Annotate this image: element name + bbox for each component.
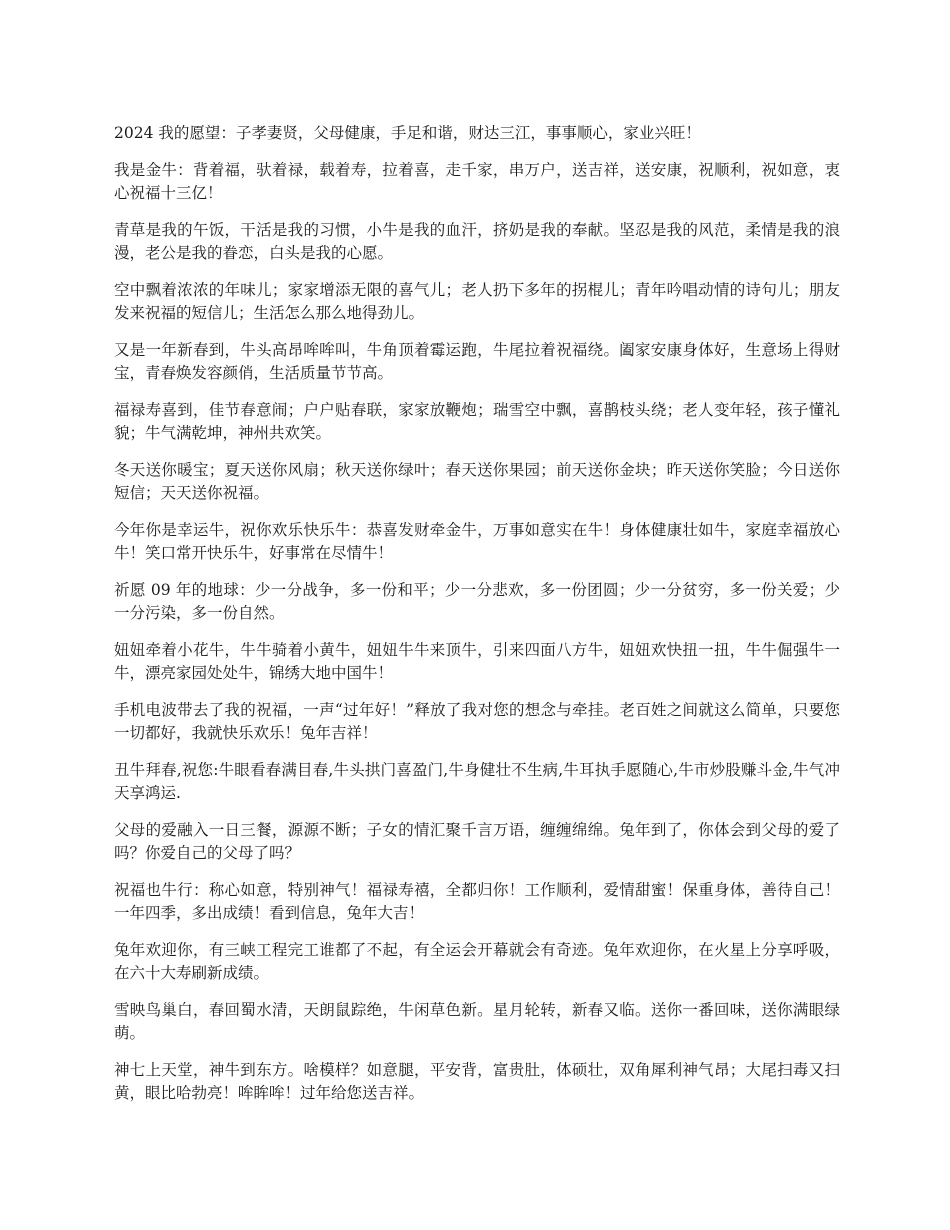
paragraph-12: 丑牛拜春,祝您:牛眼看春满目春,牛头拱门喜盈门,牛身健壮不生病,牛耳执手愿随心,牛市炒股赚斗金,牛气冲天享鸿运. xyxy=(114,761,840,802)
paragraph-10: 妞妞牵着小花牛，牛牛骑着小黄牛，妞妞牛牛来顶牛，引来四面八方牛，妞妞欢快扭一扭，牛牛倔强牛一牛，漂亮家园处处牛，锦绣大地中国牛！ xyxy=(114,641,840,682)
paragraph-14: 祝福也牛行：称心如意，特别神气！福禄寿禧，全都归你！工作顺利，爱情甜蜜！保重身体，善待自己！一年四季，多出成绩！看到信息，兔年大吉！ xyxy=(114,881,840,922)
paragraph-7: 冬天送你暖宝；夏天送你风扇；秋天送你绿叶；春天送你果园；前天送你金块；昨天送你笑脸；今日送你短信；天天送你祝福。 xyxy=(114,461,840,502)
paragraph-17: 神七上天堂，神牛到东方。啥模样？如意腿，平安背，富贵肚，体硕壮，双角犀利神气昂；大尾扫毒又扫黄，眼比哈勃亮！哞眸哞！过年给您送吉祥。 xyxy=(114,1061,840,1102)
paragraph-6: 福禄寿喜到，佳节春意闹；户户贴春联，家家放鞭炮；瑞雪空中飘，喜鹊枝头绕；老人变年轻，孩子懂礼貌；牛气满乾坤，神州共欢笑。 xyxy=(114,401,840,442)
paragraph-8: 今年你是幸运牛，祝你欢乐快乐牛：恭喜发财牵金牛，万事如意实在牛！身体健康壮如牛，家庭幸福放心牛！笑口常开快乐牛，好事常在尽情牛！ xyxy=(114,521,840,562)
paragraph-2: 我是金牛：背着福，驮着禄，载着寿，拉着喜，走千家，串万户，送吉祥，送安康，祝顺利，祝如意，衷心祝福十三亿！ xyxy=(114,161,840,202)
paragraph-4: 空中飘着浓浓的年味儿；家家增添无限的喜气儿；老人扔下多年的拐棍儿；青年吟唱动情的诗句儿；朋友发来祝福的短信儿；生活怎么那么地得劲儿。 xyxy=(114,281,840,322)
paragraph-11: 手机电波带去了我的祝福，一声“过年好！”释放了我对您的想念与牵挂。老百姓之间就这么简单，只要您一切都好，我就快乐欢乐！兔年吉祥！ xyxy=(114,701,840,742)
paragraph-9: 祈愿 09 年的地球：少一分战争，多一份和平；少一分悲欢，多一份团圆；少一分贫穷，多一份关爱；少一分污染，多一份自然。 xyxy=(114,581,840,622)
paragraph-3: 青草是我的午饭，干活是我的习惯，小牛是我的血汗，挤奶是我的奉献。坚忍是我的风范，柔情是我的浪漫，老公是我的眷恋，白头是我的心愿。 xyxy=(114,221,840,262)
paragraph-13: 父母的爱融入一日三餐，源源不断；子女的情汇聚千言万语，缠缠绵绵。兔年到了，你体会到父母的爱了吗？你爱自己的父母了吗？ xyxy=(114,821,840,862)
paragraph-1: 2024 我的愿望：子孝妻贤，父母健康，手足和谐，财达三江，事事顺心，家业兴旺！ xyxy=(114,124,701,142)
paragraph-15: 兔年欢迎你，有三峡工程完工谁都了不起，有全运会开幕就会有奇迹。兔年欢迎你，在火星上分享呼吸，在六十大寿刷新成绩。 xyxy=(114,941,840,982)
paragraph-16: 雪映鸟巢白，春回蜀水清，天朗鼠踪绝，牛闲草色新。星月轮转，新春又临。送你一番回味，送你满眼绿萌。 xyxy=(114,1001,840,1042)
paragraph-5: 又是一年新春到，牛头高昂哞哞叫，牛角顶着霉运跑，牛尾拉着祝福绕。阖家安康身体好，生意场上得财宝，青春焕发容颜俏，生活质量节节高。 xyxy=(114,341,840,382)
document-body xyxy=(114,122,840,1119)
